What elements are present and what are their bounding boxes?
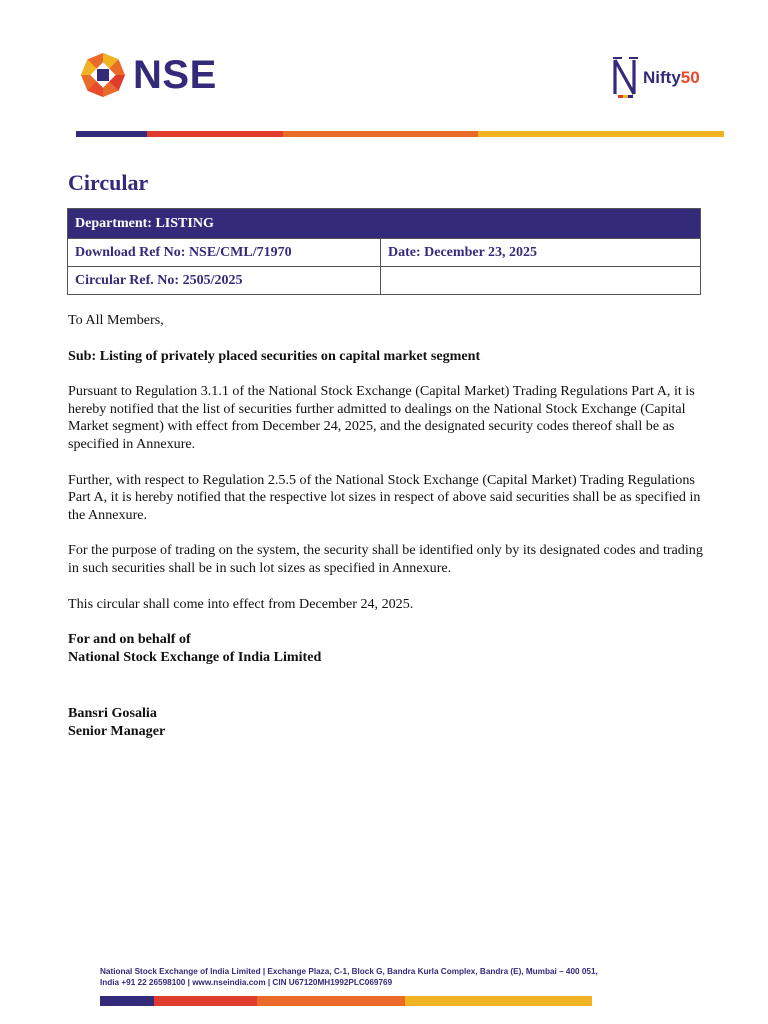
footer-address: [100, 966, 600, 988]
department-cell: Department: LISTING: [68, 209, 701, 239]
nse-wordmark: NSE: [133, 53, 217, 97]
empty-cell: [381, 267, 701, 295]
date-cell: Date: December 23, 2025: [381, 239, 701, 267]
signatory-name: Bansri Gosalia: [68, 705, 157, 722]
nifty50-logo: [612, 54, 700, 100]
circular-ref-row: [68, 267, 701, 295]
footer-line-1: National Stock Exchange of India Limited | Exchange Plaza, C-1, Block G, Bandra Kurla Complex, Bandra (E), Mumbai – 400 051,: [100, 967, 598, 976]
paragraph-regulation-311: Pursuant to Regulation 3.1.1 of the National Stock Exchange (Capital Market) Trading Regulations Part A, it is hereby notified that the list of securities further admitted to dealings on the National Stock Exchange (Capital Market segment) with effect from December 24, 2025, and the designated security codes thereof shall be as specified in Annexure.: [68, 383, 695, 452]
header-color-stripe: [76, 131, 724, 137]
download-ref-cell: Download Ref No: NSE/CML/71970: [68, 239, 381, 267]
nse-emblem-icon: [80, 52, 126, 98]
nifty-wordmark: Nifty50: [643, 67, 700, 87]
signoff-line-2: National Stock Exchange of India Limited: [68, 648, 322, 665]
paragraph-trading: For the purpose of trading on the system, the security shall be identified only by its designated codes and trading in such securities shall be in such lot sizes as specified in Annexure.: [68, 542, 703, 576]
footer-line-2: India +91 22 26598100 | www.nseindia.com | CIN U67120MH1992PLC069769: [100, 978, 393, 987]
signoff-block: [68, 631, 708, 666]
signatory-block: [68, 705, 708, 740]
subject-line: Sub: Listing of privately placed securities on capital market segment: [68, 347, 481, 364]
signoff-line-1: For and on behalf of: [68, 631, 191, 648]
signatory-title: Senior Manager: [68, 722, 166, 739]
paragraph-regulation-255: Further, with respect to Regulation 2.5.5 of the National Stock Exchange (Capital Market) Trading Regulations Part A, it is hereby notified that the respective lot sizes in respect of above said securities shall be as specified in the Annexure.: [68, 471, 701, 523]
nifty-emblem-icon: [612, 54, 640, 100]
circular-info-table: [67, 208, 701, 295]
ref-date-row: [68, 239, 701, 267]
paragraph-effective-date: This circular shall come into effect from December 24, 2025.: [68, 595, 414, 612]
page-title: Circular: [68, 170, 149, 195]
salutation: To All Members,: [68, 312, 164, 328]
circular-ref-cell: Circular Ref. No: 2505/2025: [68, 267, 381, 295]
footer-color-stripe: [100, 996, 592, 1006]
letter-body: [68, 312, 708, 759]
department-row: [68, 209, 701, 239]
nse-logo: [80, 52, 217, 98]
